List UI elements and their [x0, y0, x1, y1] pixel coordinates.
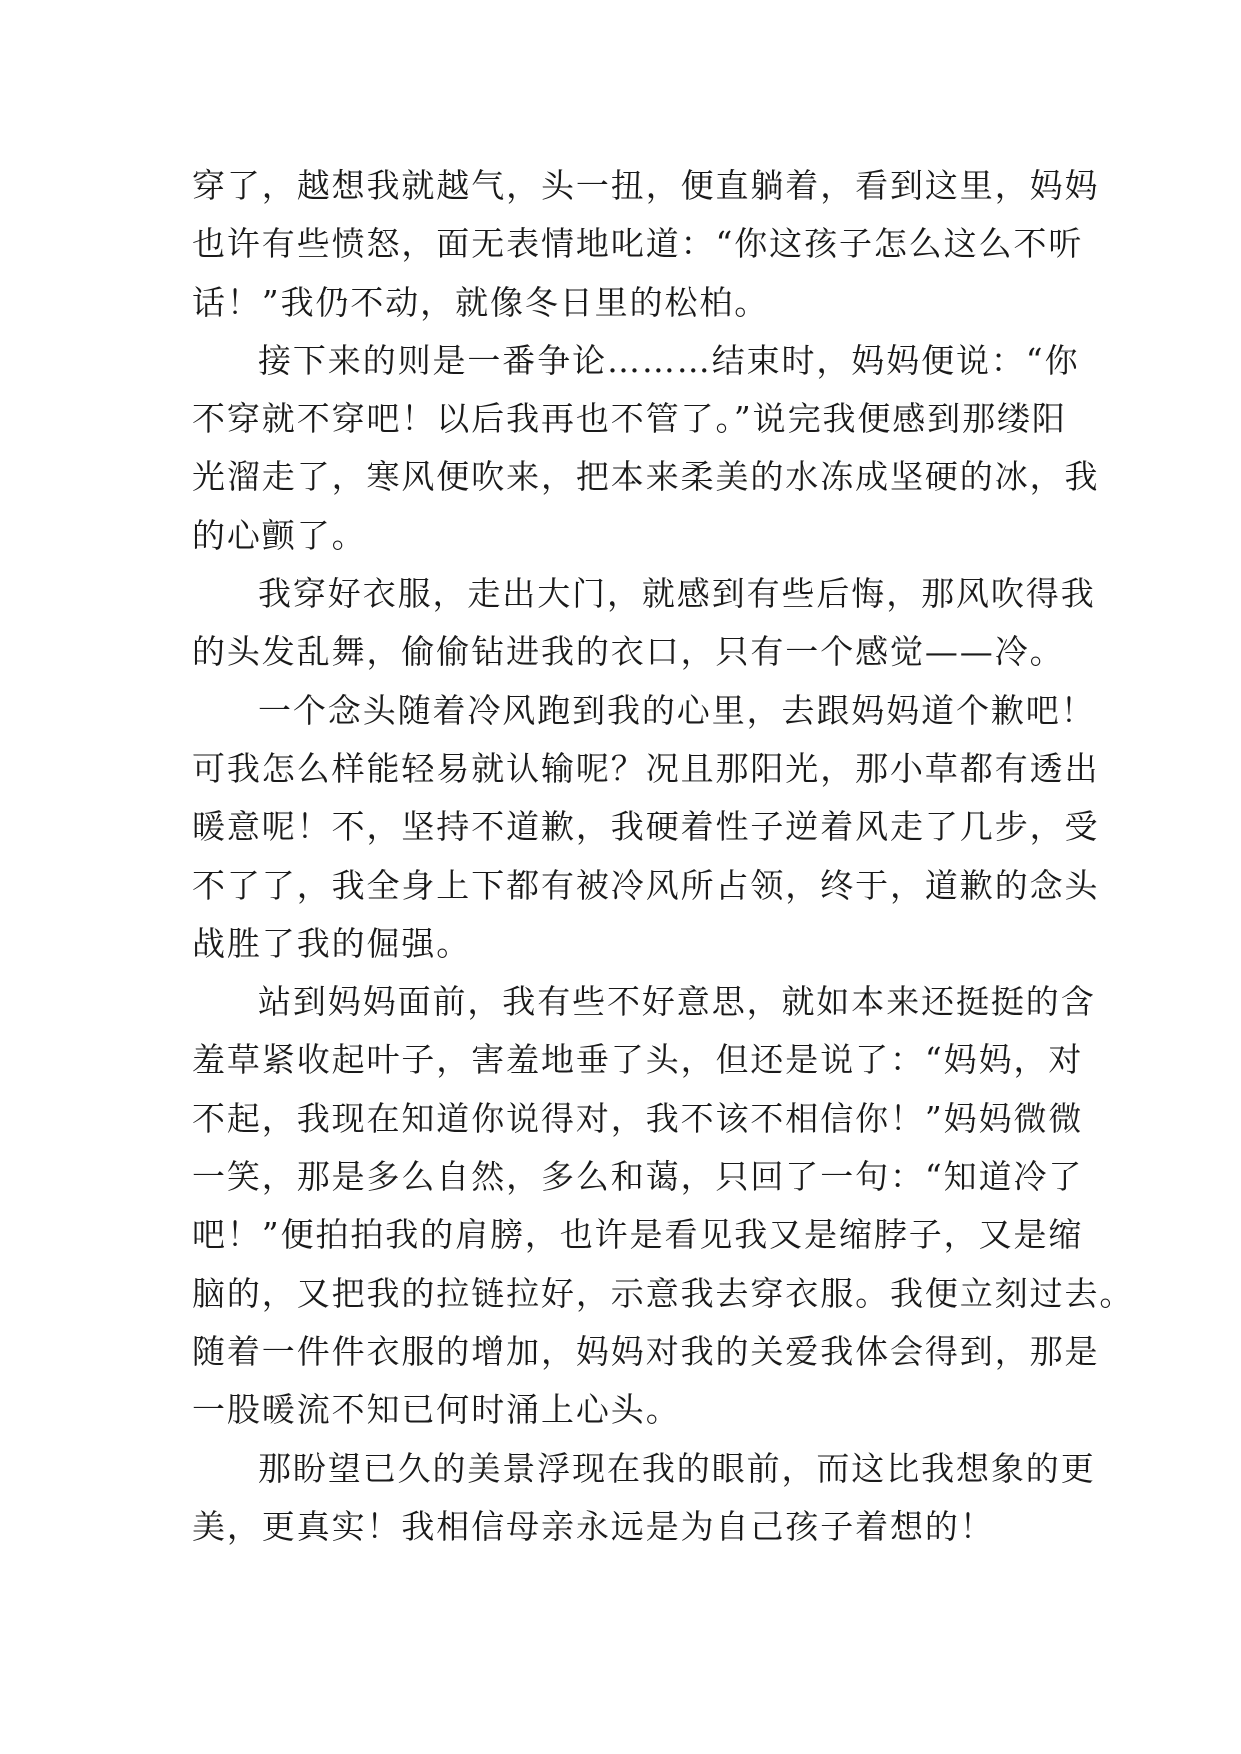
text-line: 穿了，越想我就越气，头一扭，便直躺着，看到这里，妈妈 [192, 166, 1100, 205]
paragraph [192, 332, 1100, 565]
text-line: 话！”我仍不动，就像冬日里的松柏。 [192, 282, 770, 322]
text-line: 光溜走了，寒风便吹来，把本来柔美的水冻成坚硬的冰，我 [192, 457, 1100, 497]
text-line: 美，更真实！我相信母亲永远是为自己孩子着想的！ [192, 1506, 995, 1546]
text-line: 我穿好衣服，走出大门，就感到有些后悔，那风吹得我 [258, 574, 1096, 614]
paragraph [192, 973, 1135, 1439]
text-line: 的头发乱舞，偷偷钻进我的衣口，只有一个感觉——冷。 [192, 632, 1065, 672]
text-line: 也许有些愤怒，面无表情地叱道：“你这孩子怎么这么不听 [192, 224, 1084, 264]
text-line: 随着一件件衣服的增加，妈妈对我的关爱我体会得到，那是 [192, 1331, 1100, 1371]
text-line: 吧！”便拍拍我的肩膀，也许是看见我又是缩脖子，又是缩 [192, 1215, 1084, 1255]
text-line: 脑的，又把我的拉链拉好，示意我去穿衣服。我便立刻过去。 [192, 1273, 1135, 1313]
text-line: 站到妈妈面前，我有些不好意思，就如本来还挺挺的含 [258, 982, 1096, 1022]
text-line: 一个念头随着冷风跑到我的心里，去跟妈妈道个歉吧！ [258, 690, 1096, 730]
text-line: 不起，我现在知道你说得对，我不该不相信你！”妈妈微微 [192, 1098, 1084, 1138]
text-line: 战胜了我的倔强。 [192, 923, 472, 963]
paragraph [192, 565, 1096, 682]
paragraph [192, 1440, 1096, 1557]
text-line: 的心颤了。 [192, 515, 367, 555]
text-line: 不了了，我全身上下都有被冷风所占领，终于，道歉的念头 [192, 865, 1100, 905]
text-line: 一股暖流不知已何时涌上心头。 [192, 1390, 681, 1430]
document-body [192, 157, 1135, 1556]
text-line: 一笑，那是多么自然，多么和蔼，只回了一句：“知道冷了 [192, 1157, 1084, 1197]
paragraph [192, 157, 1100, 332]
text-line: 不穿就不穿吧！以后我再也不管了。”说完我便感到那缕阳 [192, 399, 1067, 439]
text-line: 那盼望已久的美景浮现在我的眼前，而这比我想象的更 [258, 1448, 1096, 1488]
text-line: 暖意呢！不，坚持不道歉，我硬着性子逆着风走了几步，受 [192, 807, 1100, 847]
text-line: 接下来的则是一番争论………结束时，妈妈便说：“你 [258, 340, 1080, 380]
text-line: 可我怎么样能轻易就认输呢？况且那阳光，那小草都有透出 [192, 748, 1100, 788]
text-line: 羞草紧收起叶子，害羞地垂了头，但还是说了：“妈妈，对 [192, 1040, 1084, 1080]
paragraph [192, 682, 1100, 973]
